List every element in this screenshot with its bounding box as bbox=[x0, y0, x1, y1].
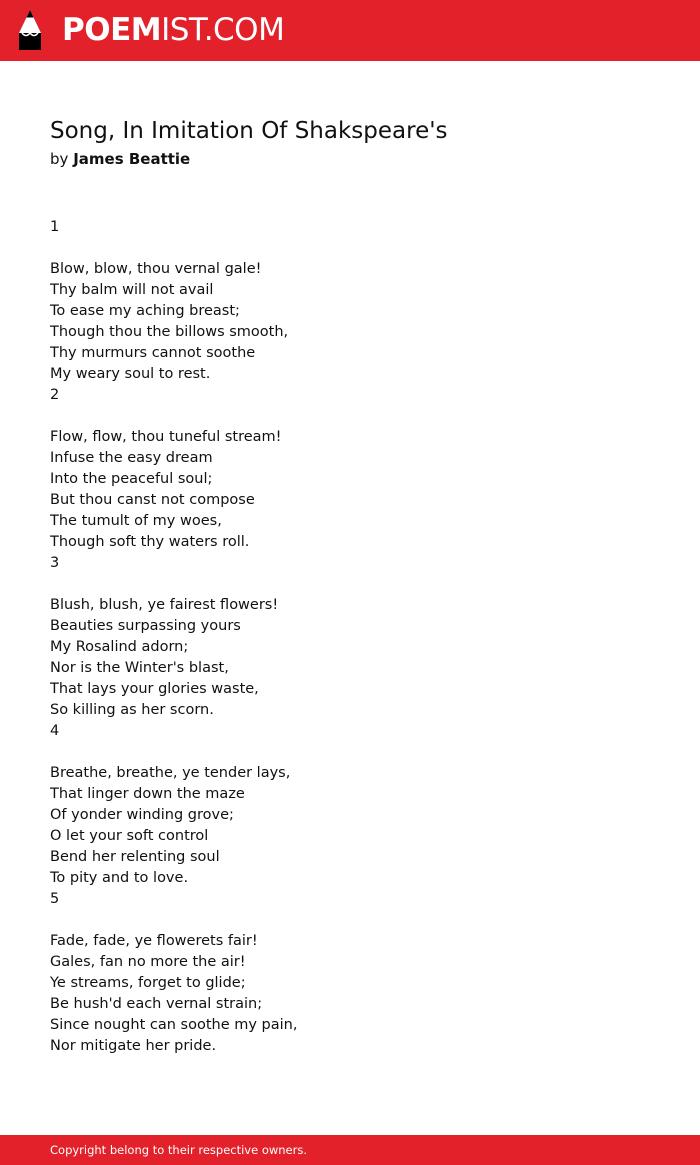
stanza-number: 1 bbox=[50, 219, 60, 235]
poem-line: Of yonder winding grove; bbox=[50, 807, 234, 823]
poem-content bbox=[50, 116, 650, 1057]
stanza bbox=[50, 889, 650, 1057]
poem-title: Song, In Imitation Of Shakspeare's bbox=[50, 118, 448, 144]
poem-line: O let your soft control bbox=[50, 828, 209, 844]
poem-line: Bend her relenting soul bbox=[50, 849, 220, 865]
poem-line: Thy murmurs cannot soothe bbox=[50, 345, 256, 361]
poem-line: That linger down the maze bbox=[50, 786, 245, 802]
poem-line: Nor is the Winter's blast, bbox=[50, 660, 229, 676]
poem-byline bbox=[50, 149, 650, 169]
stanza-number: 5 bbox=[50, 891, 60, 907]
poem-line: Blow, blow, thou vernal gale! bbox=[50, 261, 262, 277]
poem-line: Thy balm will not avail bbox=[50, 282, 214, 298]
poem-line: Though soft thy waters roll. bbox=[50, 534, 250, 550]
pencil-icon[interactable] bbox=[17, 9, 43, 51]
stanza bbox=[50, 217, 650, 385]
poem-line: But thou canst not compose bbox=[50, 492, 255, 508]
poem-line: Gales, fan no more the air! bbox=[50, 954, 246, 970]
poem-line: Into the peaceful soul; bbox=[50, 471, 213, 487]
site-logo[interactable] bbox=[62, 10, 284, 50]
stanza-spacer bbox=[50, 910, 650, 931]
poem-line: The tumult of my woes, bbox=[50, 513, 222, 529]
poem-line: Though thou the billows smooth, bbox=[50, 324, 289, 340]
stanza-number: 4 bbox=[50, 723, 60, 739]
stanza bbox=[50, 385, 650, 553]
poem-author: James Beattie bbox=[73, 150, 191, 168]
site-header bbox=[0, 0, 700, 61]
logo-bold-text: POEM bbox=[62, 12, 162, 48]
poem-line: That lays your glories waste, bbox=[50, 681, 259, 697]
poem-line: Flow, flow, thou tuneful stream! bbox=[50, 429, 282, 445]
stanza-number: 2 bbox=[50, 387, 60, 403]
stanza bbox=[50, 553, 650, 721]
stanza-spacer bbox=[50, 742, 650, 763]
poem-line: Since nought can soothe my pain, bbox=[50, 1017, 298, 1033]
poem-line: Be hush'd each vernal strain; bbox=[50, 996, 263, 1012]
poem-line: My weary soul to rest. bbox=[50, 366, 211, 382]
by-label: by bbox=[50, 150, 69, 168]
site-footer bbox=[0, 1135, 700, 1165]
logo-light-text: IST.COM bbox=[161, 12, 285, 48]
stanza-spacer bbox=[50, 238, 650, 259]
poem-line: To pity and to love. bbox=[50, 870, 189, 886]
poem-line: Infuse the easy dream bbox=[50, 450, 213, 466]
poem-line: Breathe, breathe, ye tender lays, bbox=[50, 765, 291, 781]
poem-line: Fade, fade, ye flowerets fair! bbox=[50, 933, 258, 949]
poem-line: Blush, blush, ye fairest flowers! bbox=[50, 597, 279, 613]
poem-line: Ye streams, forget to glide; bbox=[50, 975, 246, 991]
poem-body bbox=[50, 217, 650, 1057]
stanza bbox=[50, 721, 650, 889]
stanza-spacer bbox=[50, 574, 650, 595]
stanza-spacer bbox=[50, 406, 650, 427]
poem-line: Nor mitigate her pride. bbox=[50, 1038, 217, 1054]
poem-line: So killing as her scorn. bbox=[50, 702, 214, 718]
poem-line: My Rosalind adorn; bbox=[50, 639, 189, 655]
copyright-text: Copyright belong to their respective owners. bbox=[50, 1143, 308, 1157]
poem-line: Beauties surpassing yours bbox=[50, 618, 241, 634]
poem-line: To ease my aching breast; bbox=[50, 303, 240, 319]
stanza-number: 3 bbox=[50, 555, 60, 571]
